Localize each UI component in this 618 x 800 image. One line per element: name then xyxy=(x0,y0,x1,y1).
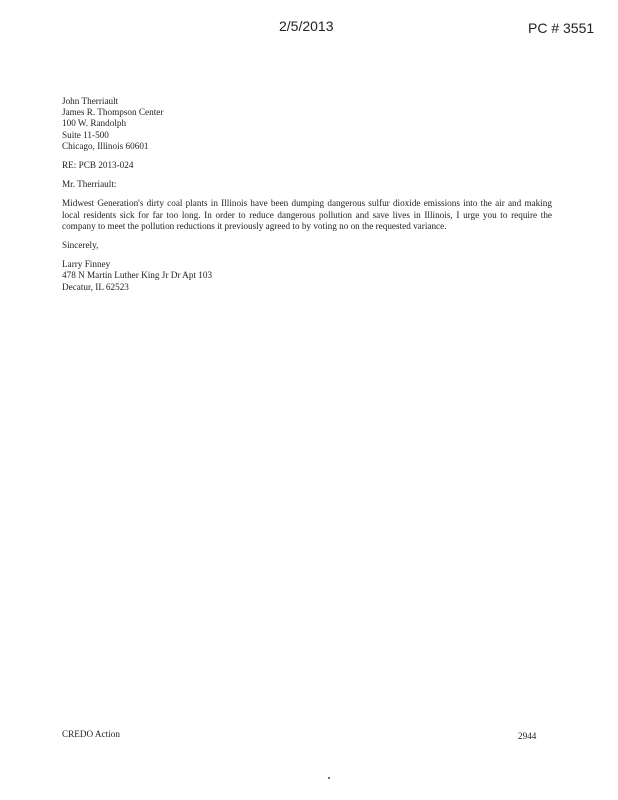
scan-speck xyxy=(328,777,330,779)
footer-page-number: 2944 xyxy=(518,731,537,741)
recipient-building: James R. Thompson Center xyxy=(62,107,164,118)
signer-name: Larry Finney xyxy=(62,259,111,270)
salutation: Mr. Therriault: xyxy=(62,179,117,190)
signer-city-state-zip: Decatur, IL 62523 xyxy=(62,281,129,292)
date-stamp: 2/5/2013 xyxy=(279,18,334,34)
recipient-name: John Therriault xyxy=(62,96,119,106)
letter-body xyxy=(62,96,552,293)
re-line: RE: PCB 2013-024 xyxy=(62,160,134,171)
recipient-suite: Suite 11-500 xyxy=(62,129,109,140)
recipient-city-state-zip: Chicago, Illinois 60601 xyxy=(62,140,149,151)
recipient-address xyxy=(62,96,552,152)
pc-number-stamp: PC # 3551 xyxy=(528,20,595,36)
footer-organization: CREDO Action xyxy=(62,729,120,739)
body-paragraph: Midwest Generation's dirty coal plants in Illinois have been dumping dangerous sulfur dioxide emissions into the air and making local residents sick for far too long. In order to reduce dangerous pollution and save lives in Illinois, I urge you to require the company to meet the pollution reductions it previously agreed to by voting no on the requested variance. xyxy=(62,198,552,231)
signature-block xyxy=(62,259,552,293)
recipient-street: 100 W. Randolph xyxy=(62,118,127,129)
signer-street: 478 N Martin Luther King Jr Dr Apt 103 xyxy=(62,270,213,281)
closing: Sincerely, xyxy=(62,240,99,251)
